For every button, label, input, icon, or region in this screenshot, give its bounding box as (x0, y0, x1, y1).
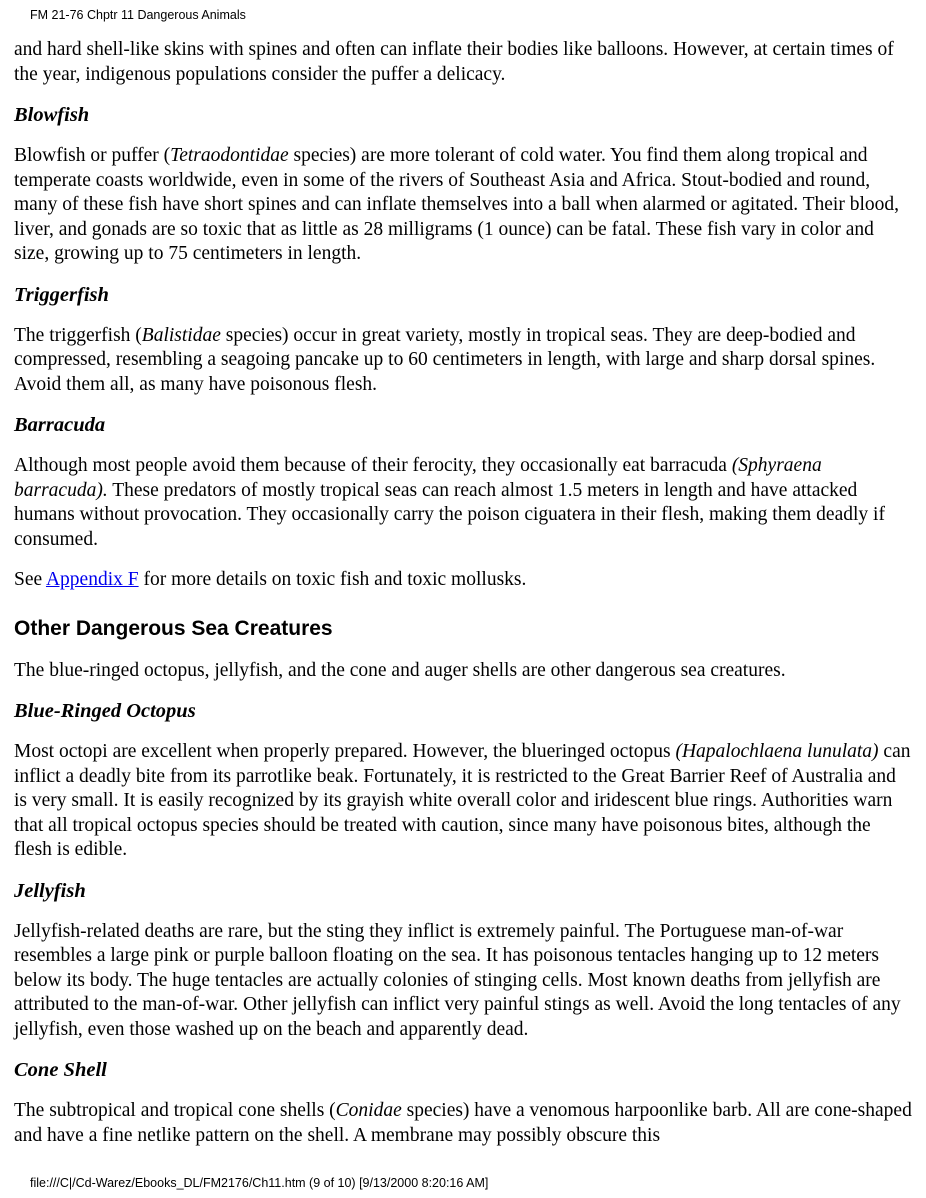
blue-ringed-octopus-paragraph (14, 740, 912, 863)
barracuda-heading: Barracuda (14, 414, 106, 436)
sea-creatures-intro-paragraph (14, 659, 912, 684)
cone-shell-paragraph (14, 1099, 912, 1148)
italic-species-name: (Sphyraena barracuda). (14, 455, 822, 501)
jellyfish-heading: Jellyfish (14, 879, 86, 902)
italic-species-name: Balistidae (141, 324, 221, 346)
page-header-title: FM 21-76 Chptr 11 Dangerous Animals (30, 8, 246, 22)
triggerfish-heading: Triggerfish (14, 283, 109, 306)
text-run: See (14, 569, 46, 590)
cone-shell-heading: Cone Shell (14, 1059, 107, 1081)
italic-species-name: Tetraodontidae (170, 145, 289, 166)
text-run: The blue-ringed octopus, jellyfish, and the cone and auger shells are other dangerous sea creatures. (14, 659, 786, 681)
barracuda-paragraph (14, 454, 912, 552)
text-run: and hard shell-like skins with spines and often can inflate their bodies like balloons. However, at certain times of the year, indigenous populations consider the puffer a delicacy. (14, 39, 894, 85)
text-run: species) are more tolerant of cold water. You find them along tropical and temperate coasts worldwide, even in some of the rivers of Southeast Asia and Africa. Stout-bodied and round, many of these fish have short spines and can inflate themselves into a ball when alarmed or agitated. Their blood, liver, and gonads are so toxic that as little as 28 milligrams (1 ounce) can be fatal. These fish vary in color and size, growing up to 75 centimeters in length. (14, 145, 900, 264)
appendix-note-paragraph (14, 568, 912, 593)
blowfish-paragraph (14, 144, 912, 267)
text-run: Most octopi are excellent when properly prepared. However, the blueringed octopus (14, 741, 676, 762)
italic-species-name: (Hapalochlaena lunulata) (675, 741, 879, 762)
other-dangerous-sea-creatures-heading: Other Dangerous Sea Creatures (14, 616, 333, 640)
text-run: can inflict a deadly bite from its parrotlike beak. Fortunately, it is restricted to the Great Barrier Reef of Australia and is very small. It is easily recognized by its grayish white overall color and iridescent blue rings. Authorities warn that all tropical octopus species should be treated with caution, since many have poisonous bites, although the flesh is edible. (14, 741, 911, 860)
text-run: The triggerfish ( (14, 324, 142, 346)
text-run: The subtropical and tropical cone shells ( (14, 1100, 336, 1121)
appendix-f-link[interactable]: Appendix F (45, 569, 139, 590)
page-footer-path: file:///C|/Cd-Warez/Ebooks_DL/FM2176/Ch11.htm (9 of 10) [9/13/2000 8:20:16 AM] (30, 1176, 489, 1190)
blowfish-heading: Blowfish (14, 104, 90, 126)
triggerfish-paragraph (14, 324, 912, 398)
text-run: species) occur in great variety, mostly in tropical seas. They are deep-bodied and compressed, resembling a seagoing pancake up to 60 centimeters in length, with large and sharp dorsal spines. Avoid them all, as many have poisonous flesh. (14, 324, 876, 395)
text-run: Jellyfish-related deaths are rare, but the sting they inflict is extremely painful. The Portuguese man-of-war resembles a large pink or purple balloon floating on the sea. It has poisonous tentacles hanging up to 12 meters below its body. The huge tentacles are actually colonies of stinging cells. Most known deaths from jellyfish are attributed to the man-of-war. Other jellyfish can inflict very painful stings as well. Avoid the long tentacles of any jellyfish, even those washed up on the beach and apparently dead. (14, 920, 901, 1040)
text-run: Although most people avoid them because of their ferocity, they occasionally eat barracuda (14, 455, 732, 476)
text-run: These predators of mostly tropical seas can reach almost 1.5 meters in length and have attacked humans without provocation. They occasionally carry the poison ciguatera in their flesh, making them deadly if consumed. (14, 479, 885, 550)
text-run: Blowfish or puffer ( (14, 145, 171, 166)
text-run: species) have a venomous harpoonlike barb. All are cone-shaped and have a fine netlike pattern on the shell. A membrane may possibly obscure this (14, 1100, 912, 1146)
jellyfish-paragraph (14, 920, 912, 1043)
intro-paragraph (14, 38, 912, 87)
text-run: for more details on toxic fish and toxic mollusks. (138, 569, 527, 590)
document-content (0, 38, 926, 1148)
italic-species-name: Conidae (335, 1100, 402, 1121)
blue-ringed-octopus-heading: Blue-Ringed Octopus (14, 700, 196, 722)
